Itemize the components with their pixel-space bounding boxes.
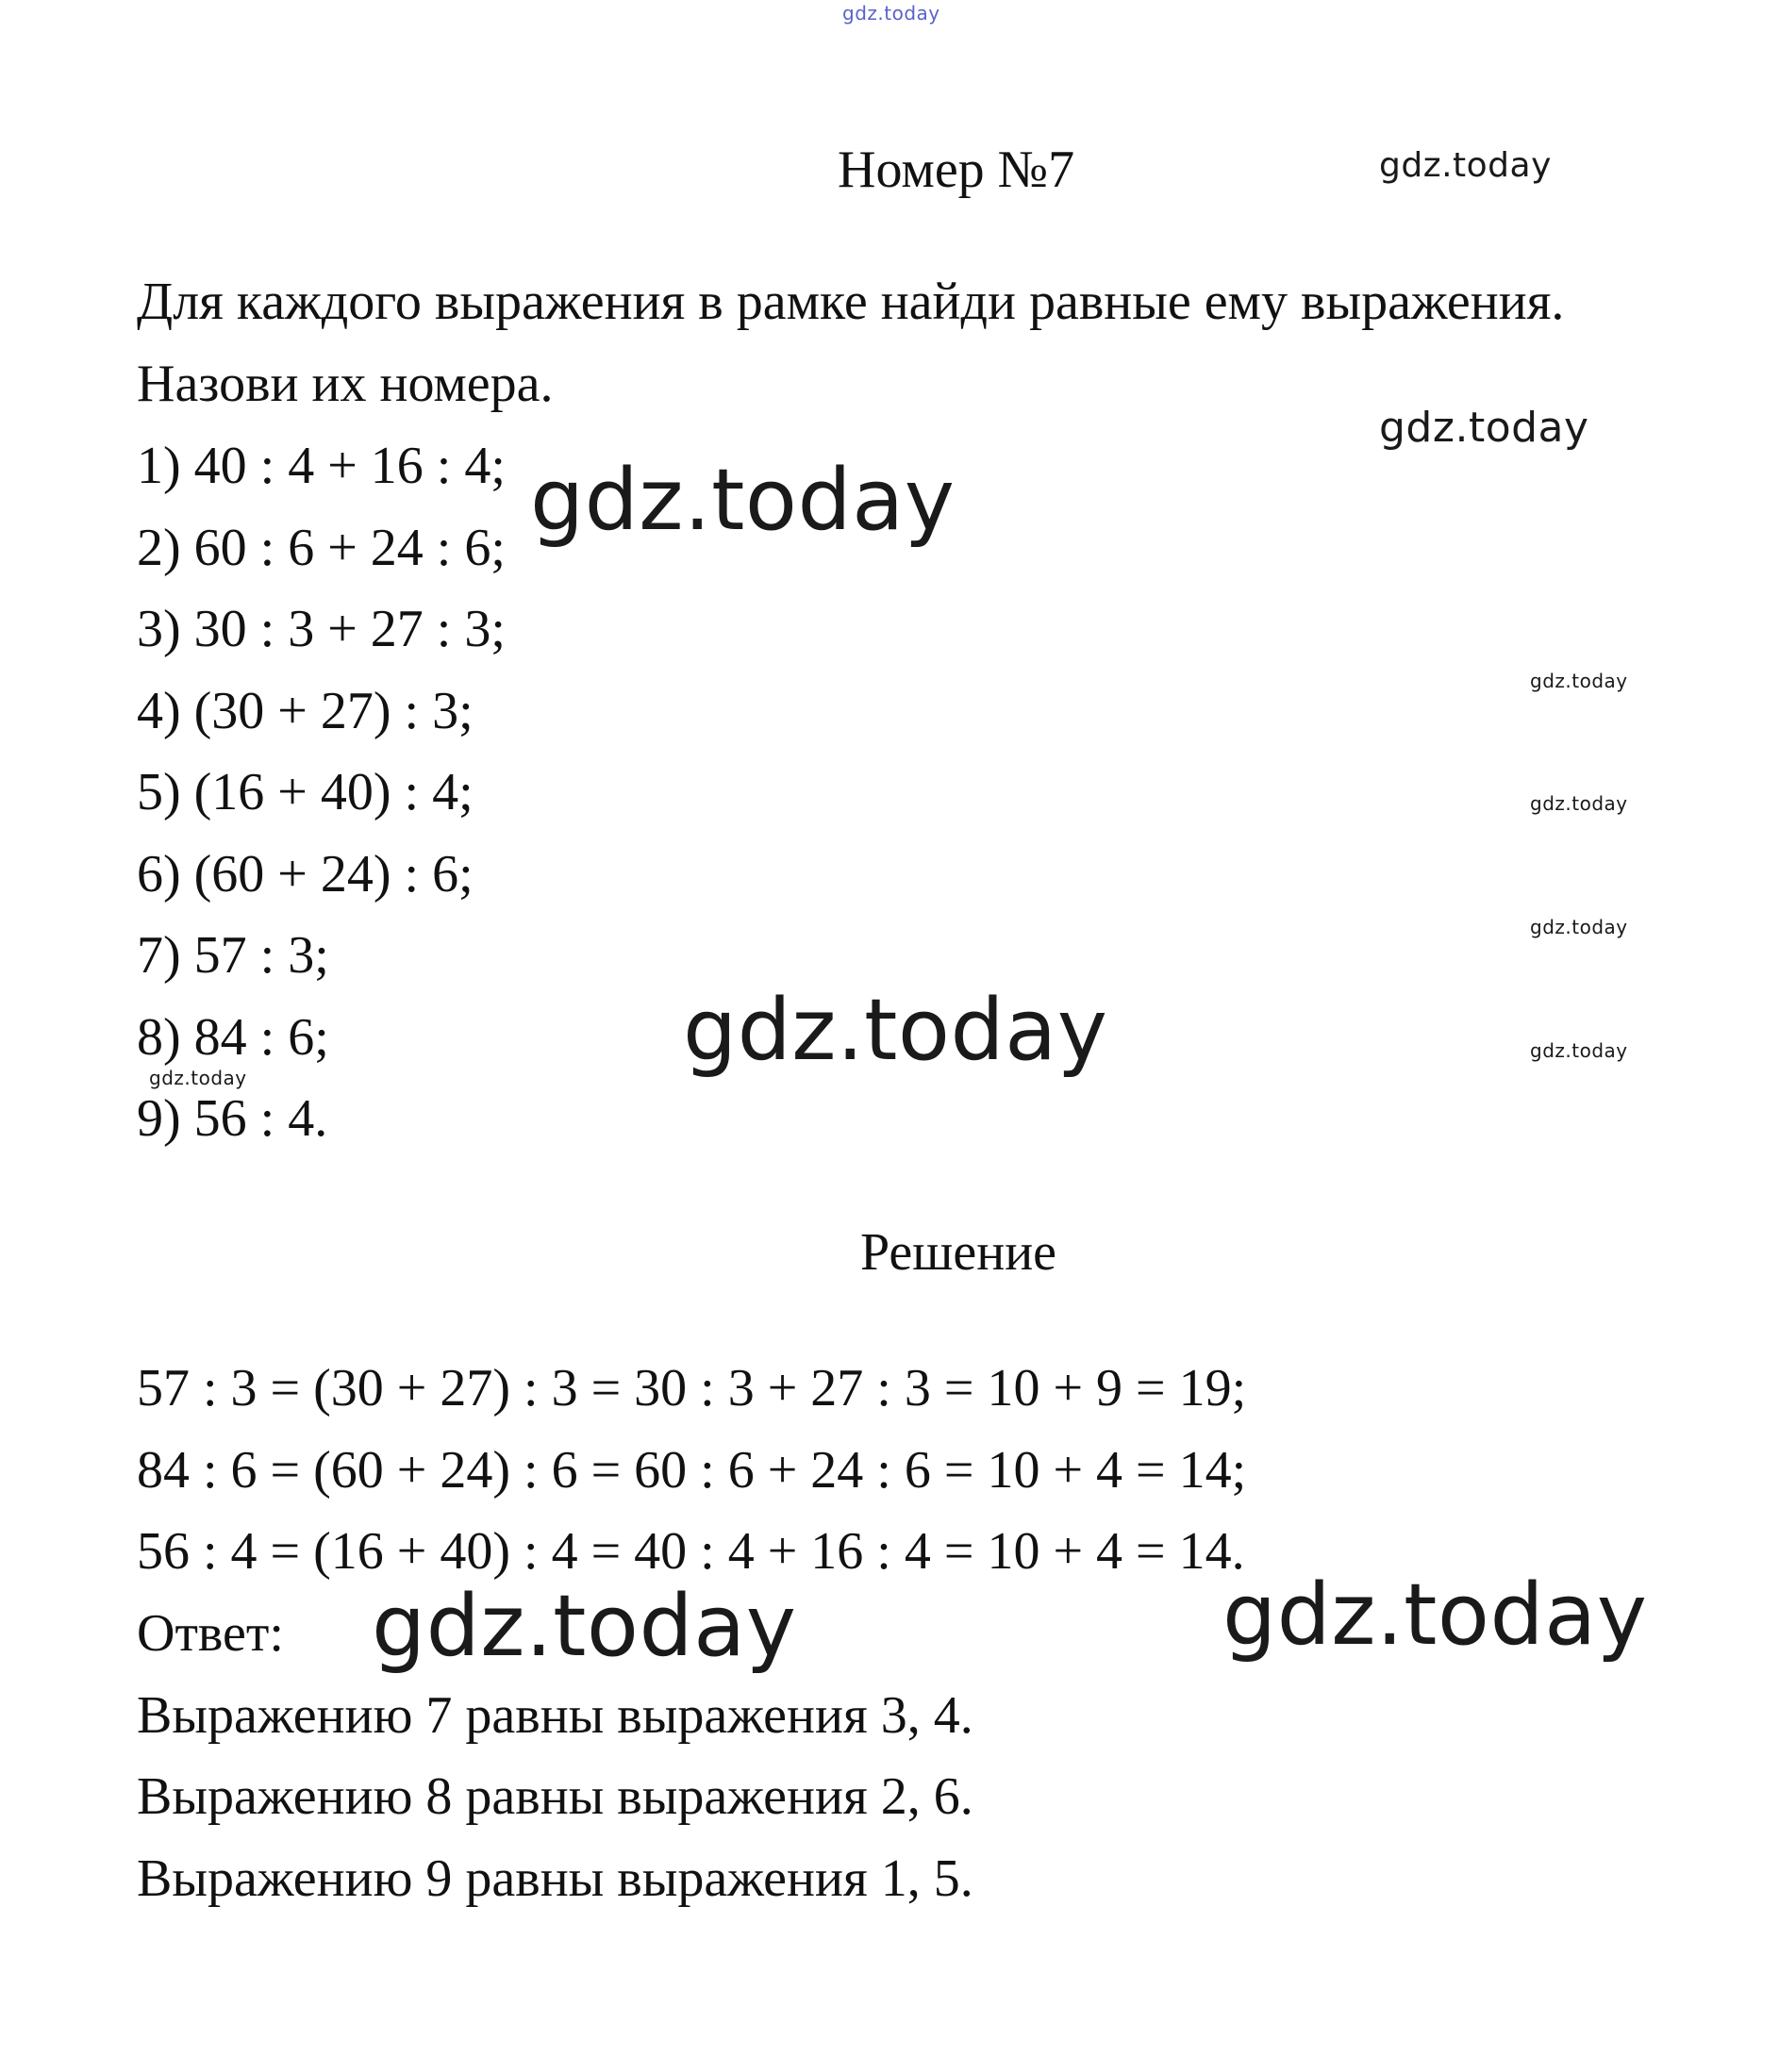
task-line-1: Для каждого выражения в рамке найди равные ему выражения. — [137, 273, 1565, 331]
expression-item: 1) 40 : 4 + 16 : 4; — [137, 437, 506, 495]
solution-heading: Решение — [860, 1223, 1057, 1282]
expression-item: 8) 84 : 6; — [137, 1008, 329, 1067]
watermark: gdz.today — [1379, 146, 1552, 185]
watermark-small: gdz.today — [149, 1067, 247, 1089]
solution-line: 56 : 4 = (16 + 40) : 4 = 40 : 4 + 16 : 4 = 10 + 4 = 14. — [137, 1522, 1245, 1581]
answer-line: Выражению 7 равны выражения 3, 4. — [137, 1686, 973, 1745]
watermark-small: gdz.today — [1530, 916, 1628, 938]
page-title: Номер №7 — [838, 141, 1075, 199]
watermark-small: gdz.today — [1530, 1039, 1628, 1062]
answer-label: Ответ: — [137, 1604, 284, 1663]
expression-item: 3) 30 : 3 + 27 : 3; — [137, 600, 506, 658]
expression-item: 7) 57 : 3; — [137, 926, 329, 985]
watermark: gdz.today — [1379, 404, 1589, 452]
expression-item: 2) 60 : 6 + 24 : 6; — [137, 519, 506, 577]
expression-item: 6) (60 + 24) : 6; — [137, 845, 474, 903]
answer-line: Выражению 8 равны выражения 2, 6. — [137, 1767, 973, 1826]
solution-line: 84 : 6 = (60 + 24) : 6 = 60 : 6 + 24 : 6 = 10 + 4 = 14; — [137, 1441, 1247, 1500]
task-line-2: Назови их номера. — [137, 355, 554, 413]
expression-item: 9) 56 : 4. — [137, 1089, 328, 1148]
expression-item: 5) (16 + 40) : 4; — [137, 763, 474, 821]
solution-line: 57 : 3 = (30 + 27) : 3 = 30 : 3 + 27 : 3 = 10 + 9 = 19; — [137, 1359, 1247, 1417]
answer-line: Выражению 9 равны выражения 1, 5. — [137, 1849, 973, 1908]
watermark-large: gdz.today — [683, 981, 1108, 1080]
expression-item: 4) (30 + 27) : 3; — [137, 682, 474, 740]
watermark-top: gdz.today — [842, 2, 940, 25]
watermark-large: gdz.today — [372, 1577, 797, 1676]
watermark-large: gdz.today — [1222, 1566, 1648, 1665]
watermark-small: gdz.today — [1530, 792, 1628, 815]
watermark-large: gdz.today — [530, 451, 956, 550]
watermark-small: gdz.today — [1530, 670, 1628, 692]
